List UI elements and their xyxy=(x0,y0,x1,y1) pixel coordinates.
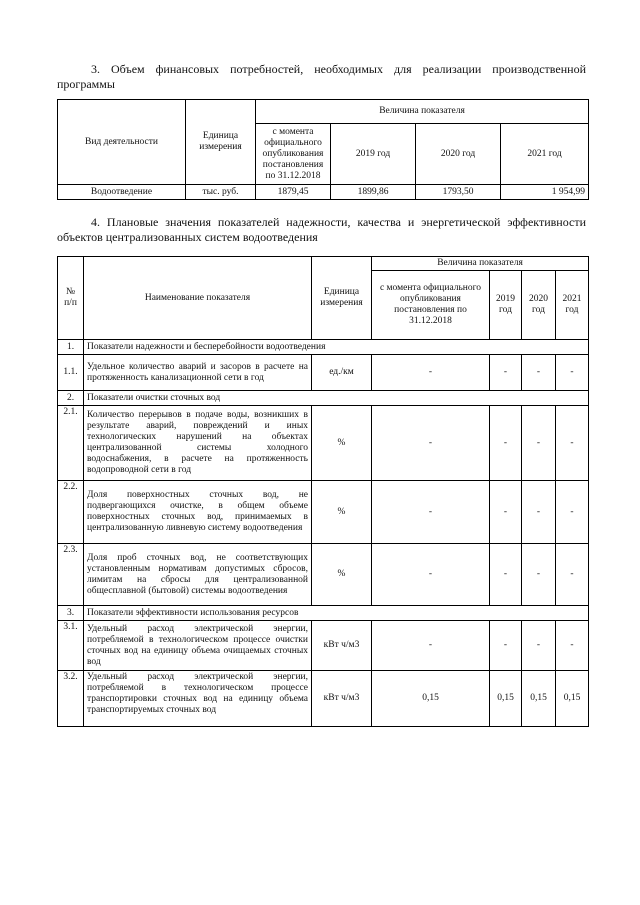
row-2019: - xyxy=(490,355,522,391)
row-since: - xyxy=(372,544,490,606)
row-unit: % xyxy=(312,481,372,544)
cell-since: 1879,45 xyxy=(256,185,331,200)
row-unit: ед./км xyxy=(312,355,372,391)
row-since: - xyxy=(372,406,490,481)
cell-2021: 1 954,99 xyxy=(501,185,589,200)
header-activity: Вид деятельности xyxy=(58,100,186,185)
section-title: Показатели эффективности использования ресурсов xyxy=(84,606,589,621)
header-since: с момента официального опубликования постановления по 31.12.2018 xyxy=(372,271,490,340)
row-since: - xyxy=(372,481,490,544)
header-2020: 2020 год xyxy=(416,124,501,185)
row-num: 2.2. xyxy=(58,481,84,544)
row-2020: - xyxy=(522,406,556,481)
row-unit: кВт ч/м3 xyxy=(312,621,372,671)
row-2020: - xyxy=(522,621,556,671)
section4-heading: 4. Плановые значения показателей надежности, качества и энергетической эффективности объектов централизованных систем водоотведения xyxy=(57,215,586,244)
row-2019: - xyxy=(490,544,522,606)
header-value-group: Величина показателя xyxy=(256,100,589,124)
table-row xyxy=(58,185,589,200)
section-title: Показатели надежности и бесперебойности водоотведения xyxy=(84,340,589,355)
section-num: 2. xyxy=(58,391,84,406)
header-2019: 2019 год xyxy=(490,271,522,340)
table-row xyxy=(58,621,589,671)
section-num: 3. xyxy=(58,606,84,621)
row-2021: - xyxy=(556,355,589,391)
section-row xyxy=(58,391,589,406)
row-2021: 0,15 xyxy=(556,671,589,727)
table-row xyxy=(58,406,589,481)
header-name: Наименование показателя xyxy=(84,257,312,340)
section3-heading: 3. Объем финансовых потребностей, необходимых для реализации производственной программы xyxy=(57,62,586,91)
row-name: Удельный расход электрической энергии, потребляемой в технологическом процессе транспортировки сточных вод на единицу объема транспортируемых сточных вод xyxy=(84,671,312,727)
table-row xyxy=(58,355,589,391)
row-2020: - xyxy=(522,355,556,391)
cell-unit: тыс. руб. xyxy=(186,185,256,200)
row-2019: 0,15 xyxy=(490,671,522,727)
header-2019: 2019 год xyxy=(331,124,416,185)
row-num: 3.2. xyxy=(58,671,84,727)
table-row xyxy=(58,671,589,727)
row-name: Удельный расход электрической энергии, потребляемой в технологическом процессе очистки сточных вод на единицу объема очищаемых сточных вод xyxy=(84,621,312,671)
row-2020: - xyxy=(522,544,556,606)
row-2021: - xyxy=(556,481,589,544)
header-2021: 2021 год xyxy=(501,124,589,185)
header-since: с момента официального опубликования постановления по 31.12.2018 xyxy=(256,124,331,185)
header-num: № п/п xyxy=(58,257,84,340)
cell-2020: 1793,50 xyxy=(416,185,501,200)
row-2021: - xyxy=(556,544,589,606)
section-title: Показатели очистки сточных вод xyxy=(84,391,589,406)
header-2020: 2020 год xyxy=(522,271,556,340)
row-since: - xyxy=(372,355,490,391)
header-value-group: Величина показателя xyxy=(372,257,589,271)
header-unit: Единица измерения xyxy=(186,100,256,185)
row-num: 3.1. xyxy=(58,621,84,671)
row-unit: кВт ч/м3 xyxy=(312,671,372,727)
section-num: 1. xyxy=(58,340,84,355)
section-row xyxy=(58,606,589,621)
row-num: 2.1. xyxy=(58,406,84,481)
row-2019: - xyxy=(490,621,522,671)
row-unit: % xyxy=(312,544,372,606)
row-num: 1.1. xyxy=(58,355,84,391)
row-2020: - xyxy=(522,481,556,544)
header-unit: Единица измерения xyxy=(312,257,372,340)
indicators-table xyxy=(57,256,589,727)
section-row xyxy=(58,340,589,355)
cell-2019: 1899,86 xyxy=(331,185,416,200)
row-name: Количество перерывов в подаче воды, возникших в результате аварий, повреждений и иных технологических нарушений на объектах централизованной системы холодного водоснабжения, в расчете на протяженность водопроводной сети в год xyxy=(84,406,312,481)
row-2020: 0,15 xyxy=(522,671,556,727)
row-2021: - xyxy=(556,406,589,481)
row-since: 0,15 xyxy=(372,671,490,727)
row-num: 2.3. xyxy=(58,544,84,606)
financial-needs-table xyxy=(57,99,589,200)
row-name: Доля поверхностных сточных вод, не подвергающихся очистке, в общем объеме поверхностных сточных вод, принимаемых в централизованную ливневую систему водоотведения xyxy=(84,481,312,544)
row-2021: - xyxy=(556,621,589,671)
row-name: Удельное количество аварий и засоров в расчете на протяженность канализационной сети в год xyxy=(84,355,312,391)
row-2019: - xyxy=(490,481,522,544)
header-2021: 2021 год xyxy=(556,271,589,340)
row-since: - xyxy=(372,621,490,671)
table-row xyxy=(58,544,589,606)
cell-activity: Водоотведение xyxy=(58,185,186,200)
row-2019: - xyxy=(490,406,522,481)
row-name: Доля проб сточных вод, не соответствующих установленным нормативам допустимых сбросов, лимитам на сбросы для централизованной общесплавной (бытовой) системы водоотведения xyxy=(84,544,312,606)
row-unit: % xyxy=(312,406,372,481)
table-row xyxy=(58,481,589,544)
